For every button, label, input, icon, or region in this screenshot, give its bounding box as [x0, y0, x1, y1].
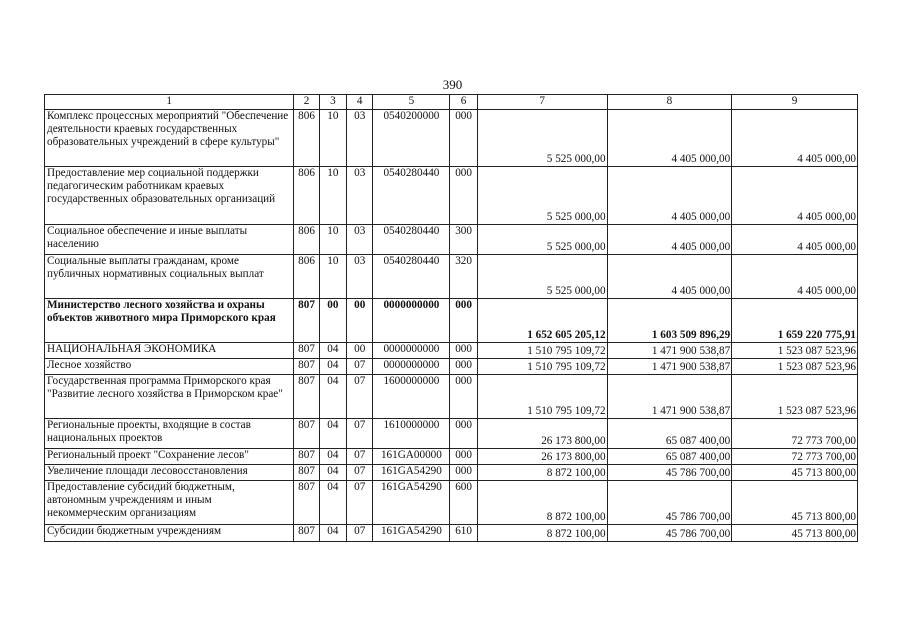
col-header: 9 — [732, 95, 858, 110]
cell-c6: 000 — [450, 449, 477, 465]
cell-c6: 610 — [450, 525, 477, 542]
cell-c8: 45 786 700,00 — [607, 465, 732, 481]
cell-c3: 10 — [319, 255, 346, 299]
cell-c7: 1 510 795 109,72 — [477, 375, 607, 419]
cell-c6: 000 — [450, 343, 477, 359]
cell-c7: 8 872 100,00 — [477, 465, 607, 481]
row-name: Социальные выплаты гражданам, кроме публичных нормативных социальных выплат — [45, 255, 294, 299]
row-name: Государственная программа Приморского края "Развитие лесного хозяйства в Приморском крае" — [45, 375, 294, 419]
cell-c3: 10 — [319, 225, 346, 255]
cell-c2: 807 — [294, 465, 319, 481]
cell-c4: 07 — [347, 525, 373, 542]
cell-c7: 5 525 000,00 — [477, 255, 607, 299]
cell-c9: 45 713 800,00 — [732, 525, 858, 542]
cell-c7: 26 173 800,00 — [477, 449, 607, 465]
cell-c9: 4 405 000,00 — [732, 110, 858, 167]
table-row — [45, 255, 858, 299]
cell-c5: 1600000000 — [373, 375, 450, 419]
cell-c7: 1 510 795 109,72 — [477, 359, 607, 375]
col-header: 1 — [45, 95, 294, 110]
col-header: 7 — [477, 95, 607, 110]
row-name: Социальное обеспечение и иные выплаты населению — [45, 225, 294, 255]
cell-c2: 807 — [294, 419, 319, 449]
table-row — [45, 465, 858, 481]
table-row — [45, 225, 858, 255]
cell-c2: 807 — [294, 343, 319, 359]
cell-c5: 0540200000 — [373, 110, 450, 167]
cell-c6: 600 — [450, 481, 477, 525]
cell-c9: 72 773 700,00 — [732, 449, 858, 465]
cell-c8: 4 405 000,00 — [607, 225, 732, 255]
page-number: 390 — [442, 77, 463, 92]
cell-c9: 45 713 800,00 — [732, 481, 858, 525]
cell-c6: 300 — [450, 225, 477, 255]
cell-c9: 45 713 800,00 — [732, 465, 858, 481]
cell-c9: 4 405 000,00 — [732, 167, 858, 225]
cell-c5: 161GA54290 — [373, 481, 450, 525]
cell-c6: 000 — [450, 419, 477, 449]
cell-c8: 4 405 000,00 — [607, 255, 732, 299]
cell-c6: 000 — [450, 359, 477, 375]
row-name: Предоставление субсидий бюджетным, автономным учреждениям и иным некоммерческим организациям — [45, 481, 294, 525]
cell-c3: 10 — [319, 167, 346, 225]
cell-c5: 161GA54290 — [373, 525, 450, 542]
cell-c4: 03 — [347, 167, 373, 225]
cell-c6: 320 — [450, 255, 477, 299]
cell-c2: 806 — [294, 110, 319, 167]
cell-c4: 07 — [347, 359, 373, 375]
cell-c7: 1 652 605 205,12 — [477, 299, 607, 343]
cell-c9: 4 405 000,00 — [732, 225, 858, 255]
cell-c5: 0000000000 — [373, 359, 450, 375]
header-row — [45, 95, 858, 110]
cell-c9: 1 659 220 775,91 — [732, 299, 858, 343]
cell-c7: 5 525 000,00 — [477, 110, 607, 167]
col-header: 4 — [347, 95, 373, 110]
col-header: 2 — [294, 95, 319, 110]
cell-c3: 04 — [319, 343, 346, 359]
cell-c3: 04 — [319, 375, 346, 419]
row-name: Лесное хозяйство — [45, 359, 294, 375]
col-header: 8 — [607, 95, 732, 110]
table-row — [45, 419, 858, 449]
cell-c6: 000 — [450, 110, 477, 167]
table-row — [45, 375, 858, 419]
cell-c8: 1 471 900 538,87 — [607, 343, 732, 359]
row-name: Предоставление мер социальной поддержки педагогическим работникам краевых государственных образовательных организаций — [45, 167, 294, 225]
cell-c4: 00 — [347, 299, 373, 343]
cell-c8: 4 405 000,00 — [607, 167, 732, 225]
row-name: НАЦИОНАЛЬНАЯ ЭКОНОМИКА — [45, 343, 294, 359]
cell-c4: 07 — [347, 481, 373, 525]
cell-c9: 72 773 700,00 — [732, 419, 858, 449]
cell-c2: 807 — [294, 299, 319, 343]
table-row — [45, 110, 858, 167]
cell-c3: 04 — [319, 525, 346, 542]
cell-c7: 5 525 000,00 — [477, 167, 607, 225]
cell-c2: 807 — [294, 449, 319, 465]
col-header: 6 — [450, 95, 477, 110]
col-header: 5 — [373, 95, 450, 110]
cell-c7: 1 510 795 109,72 — [477, 343, 607, 359]
table-row — [45, 481, 858, 525]
cell-c3: 00 — [319, 299, 346, 343]
cell-c7: 8 872 100,00 — [477, 525, 607, 542]
table-row — [45, 449, 858, 465]
cell-c8: 45 786 700,00 — [607, 525, 732, 542]
cell-c4: 00 — [347, 343, 373, 359]
cell-c4: 03 — [347, 255, 373, 299]
cell-c9: 1 523 087 523,96 — [732, 359, 858, 375]
cell-c2: 807 — [294, 481, 319, 525]
table-row — [45, 299, 858, 343]
cell-c6: 000 — [450, 375, 477, 419]
cell-c3: 04 — [319, 419, 346, 449]
table-row — [45, 359, 858, 375]
cell-c9: 4 405 000,00 — [732, 255, 858, 299]
row-name: Увеличение площади лесовосстановления — [45, 465, 294, 481]
cell-c2: 807 — [294, 525, 319, 542]
cell-c3: 04 — [319, 359, 346, 375]
cell-c5: 0000000000 — [373, 343, 450, 359]
row-name: Министерство лесного хозяйства и охраны объектов животного мира Приморского края — [45, 299, 294, 343]
row-name: Региональные проекты, входящие в состав национальных проектов — [45, 419, 294, 449]
cell-c5: 0540280440 — [373, 167, 450, 225]
table-row — [45, 525, 858, 542]
cell-c3: 04 — [319, 465, 346, 481]
cell-c5: 0540280440 — [373, 255, 450, 299]
cell-c4: 07 — [347, 375, 373, 419]
cell-c9: 1 523 087 523,96 — [732, 343, 858, 359]
cell-c7: 26 173 800,00 — [477, 419, 607, 449]
col-header: 3 — [319, 95, 346, 110]
cell-c6: 000 — [450, 299, 477, 343]
row-name: Комплекс процессных мероприятий "Обеспечение деятельности краевых государственных образовательных учреждений в сфере культуры" — [45, 110, 294, 167]
row-name: Субсидии бюджетным учреждениям — [45, 525, 294, 542]
cell-c8: 45 786 700,00 — [607, 481, 732, 525]
cell-c5: 161GA00000 — [373, 449, 450, 465]
cell-c4: 07 — [347, 465, 373, 481]
cell-c4: 07 — [347, 449, 373, 465]
cell-c5: 0000000000 — [373, 299, 450, 343]
cell-c7: 5 525 000,00 — [477, 225, 607, 255]
cell-c5: 0540280440 — [373, 225, 450, 255]
cell-c2: 807 — [294, 359, 319, 375]
budget-table — [44, 94, 858, 542]
cell-c8: 4 405 000,00 — [607, 110, 732, 167]
cell-c4: 03 — [347, 225, 373, 255]
cell-c6: 000 — [450, 465, 477, 481]
row-name: Региональный проект "Сохранение лесов" — [45, 449, 294, 465]
cell-c2: 806 — [294, 255, 319, 299]
cell-c8: 1 471 900 538,87 — [607, 375, 732, 419]
table-row — [45, 343, 858, 359]
cell-c2: 806 — [294, 167, 319, 225]
cell-c2: 806 — [294, 225, 319, 255]
cell-c5: 1610000000 — [373, 419, 450, 449]
cell-c5: 161GA54290 — [373, 465, 450, 481]
cell-c3: 10 — [319, 110, 346, 167]
cell-c7: 8 872 100,00 — [477, 481, 607, 525]
cell-c8: 65 087 400,00 — [607, 419, 732, 449]
cell-c6: 000 — [450, 167, 477, 225]
table-row — [45, 167, 858, 225]
cell-c9: 1 523 087 523,96 — [732, 375, 858, 419]
cell-c4: 07 — [347, 419, 373, 449]
cell-c8: 65 087 400,00 — [607, 449, 732, 465]
cell-c3: 04 — [319, 481, 346, 525]
cell-c8: 1 603 509 896,29 — [607, 299, 732, 343]
cell-c2: 807 — [294, 375, 319, 419]
cell-c8: 1 471 900 538,87 — [607, 359, 732, 375]
cell-c4: 03 — [347, 110, 373, 167]
cell-c3: 04 — [319, 449, 346, 465]
